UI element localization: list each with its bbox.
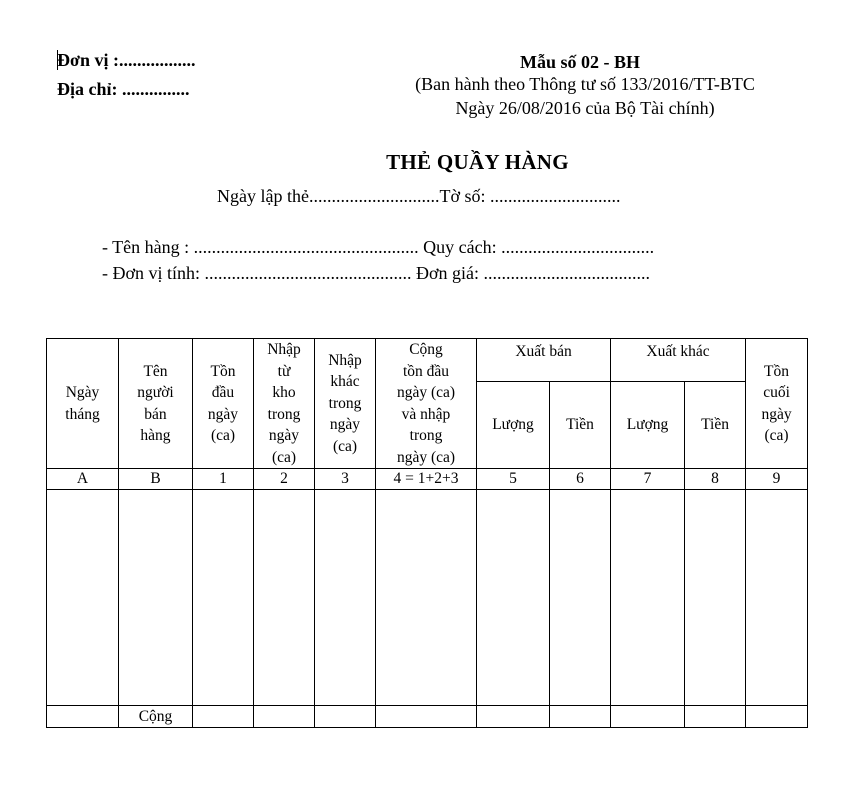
entry-cell[interactable] [193,490,254,706]
total-cell[interactable] [746,706,808,728]
issued-note-line2: Ngày 26/08/2016 của Bộ Tài chính) [455,98,715,118]
index-cell: 9 [746,469,808,490]
index-cell: 6 [550,469,611,490]
col-header-other-out-group: Xuất khác [611,339,746,382]
col-header-sold-group: Xuất bán [477,339,611,382]
product-name-spec-line: - Tên hàng : .................................................. Quy cách: .................................. [102,237,655,257]
index-cell: 1 [193,469,254,490]
total-cell[interactable] [254,706,315,728]
col-header-import-other: Nhập khác trong ngày (ca) [315,339,376,469]
entry-cell[interactable] [119,490,193,706]
col-header-opening: Tồn đầu ngày (ca) [193,339,254,469]
index-cell: A [47,469,119,490]
col-header-other-quantity: Lượng [611,382,685,469]
entry-cell[interactable] [477,490,550,706]
unit-price-line: - Đơn vị tính: .............................................. Đơn giá: ..................................... [102,263,651,283]
address-dots: ............... [122,79,190,99]
total-cell[interactable] [550,706,611,728]
unit-dots: ................. [118,50,196,70]
col-header-closing: Tồn cuối ngày (ca) [746,339,808,469]
header-row-1 [47,339,808,382]
col-header-total-opening-import: Cộng tồn đầu ngày (ca) và nhập trong ngày (ca) [376,339,477,469]
total-cell[interactable] [315,706,376,728]
issued-note-line1: (Ban hành theo Thông tư số 133/2016/TT-BTC [415,74,755,94]
total-label: Cộng [119,706,193,728]
entry-cell[interactable] [376,490,477,706]
col-header-date: Ngày tháng [47,339,119,469]
form-number: Mẫu số 02 - BH [519,52,640,72]
index-cell: 7 [611,469,685,490]
total-cell[interactable] [193,706,254,728]
col-header-seller: Tên người bán hàng [119,339,193,469]
total-cell[interactable] [477,706,550,728]
date-sheet-line: Ngày lập thẻ.............................Tờ số: ............................. [217,186,621,206]
document-title: THẺ QUẦY HÀNG [386,150,569,174]
entry-cell[interactable] [254,490,315,706]
index-cell: 2 [254,469,315,490]
counter-ledger-table [46,338,808,728]
column-index-row [47,469,808,490]
entry-cell[interactable] [550,490,611,706]
index-cell: 4 = 1+2+3 [376,469,477,490]
entry-cell[interactable] [611,490,685,706]
index-cell: 3 [315,469,376,490]
col-header-sold-amount: Tiền [550,382,611,469]
total-row [47,706,808,728]
col-header-sold-quantity: Lượng [477,382,550,469]
entry-cell[interactable] [315,490,376,706]
address-label: Địa chỉ: [57,79,118,99]
total-cell[interactable] [611,706,685,728]
entry-cell[interactable] [746,490,808,706]
total-cell[interactable] [376,706,477,728]
total-cell[interactable] [685,706,746,728]
index-cell: B [119,469,193,490]
address-line [57,79,190,100]
entry-cell[interactable] [47,490,119,706]
entry-cell[interactable] [685,490,746,706]
col-header-import-warehouse: Nhập từ kho trong ngày (ca) [254,339,315,469]
index-cell: 8 [685,469,746,490]
col-header-other-amount: Tiền [685,382,746,469]
empty-entry-row [47,490,808,706]
unit-line [57,50,195,71]
index-cell: 5 [477,469,550,490]
total-cell[interactable] [47,706,119,728]
unit-label: Đơn vị : [57,50,119,70]
